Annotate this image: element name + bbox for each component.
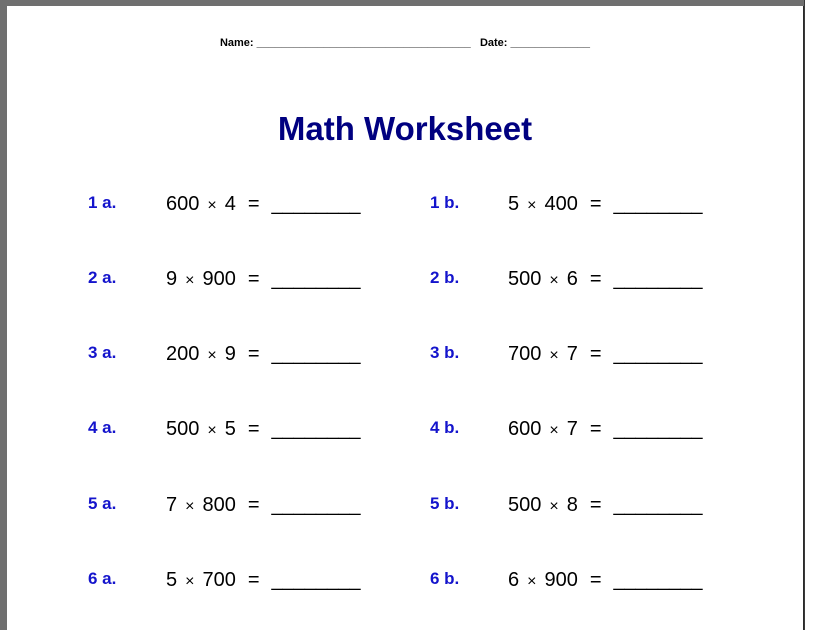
problem-label: 6 a. [88, 569, 117, 588]
answer-blank: ________ [613, 268, 703, 290]
date-label: Date: [479, 37, 508, 49]
operand-b: 7 [566, 418, 578, 440]
times-sign: × [185, 498, 195, 515]
operand-a: 7 [166, 494, 178, 516]
problem-label: 1 a. [88, 193, 117, 212]
operand-b: 6 [566, 268, 578, 290]
problem-label: 5 b. [430, 494, 460, 513]
problem-expression [166, 343, 361, 366]
operand-b: 900 [544, 569, 578, 591]
worksheet-page [7, 6, 803, 630]
answer-blank: ________ [271, 569, 361, 591]
times-sign: × [549, 422, 559, 439]
answer-blank: ________ [613, 494, 703, 516]
name-blank: ___________________________________ [256, 37, 471, 49]
problem-label: 2 a. [88, 268, 117, 287]
problem-expression [508, 569, 703, 592]
operand-a: 6 [508, 569, 520, 591]
operand-a: 5 [508, 193, 520, 215]
times-sign: × [549, 498, 559, 515]
operand-a: 9 [166, 268, 178, 290]
operand-b: 800 [202, 494, 236, 516]
problem-label: 4 a. [88, 418, 117, 437]
times-sign: × [207, 197, 217, 214]
answer-blank: ________ [613, 418, 703, 440]
times-sign: × [185, 272, 195, 289]
times-sign: × [185, 573, 195, 590]
right-window-edge [804, 0, 813, 630]
times-sign: × [549, 347, 559, 364]
name-label: Name: [219, 37, 254, 49]
operand-a: 700 [508, 343, 542, 365]
operand-b: 700 [202, 569, 236, 591]
answer-blank: ________ [271, 268, 361, 290]
problem-label: 5 a. [88, 494, 117, 513]
operand-a: 200 [166, 343, 200, 365]
operand-b: 7 [566, 343, 578, 365]
problem-label: 1 b. [430, 193, 460, 212]
problem-expression [508, 418, 703, 441]
equals-sign: = [247, 343, 260, 365]
operand-a: 500 [166, 418, 200, 440]
operand-a: 600 [166, 193, 200, 215]
problem-expression [166, 268, 361, 291]
equals-sign: = [589, 193, 602, 215]
page-title: Math Worksheet [277, 110, 533, 147]
operand-b: 9 [224, 343, 236, 365]
operand-a: 5 [166, 569, 178, 591]
answer-blank: ________ [613, 343, 703, 365]
operand-a: 500 [508, 494, 542, 516]
times-sign: × [549, 272, 559, 289]
equals-sign: = [589, 268, 602, 290]
problem-label: 4 b. [430, 418, 460, 437]
equals-sign: = [589, 569, 602, 591]
problem-label: 3 a. [88, 343, 117, 362]
times-sign: × [207, 347, 217, 364]
equals-sign: = [247, 494, 260, 516]
problem-expression [166, 193, 361, 216]
operand-b: 8 [566, 494, 578, 516]
problem-expression [166, 494, 361, 517]
equals-sign: = [589, 494, 602, 516]
equals-sign: = [589, 418, 602, 440]
equals-sign: = [247, 569, 260, 591]
operand-b: 400 [544, 193, 578, 215]
operand-b: 900 [202, 268, 236, 290]
operand-b: 4 [224, 193, 236, 215]
problem-expression [166, 569, 361, 592]
problem-label: 6 b. [430, 569, 460, 588]
operand-a: 600 [508, 418, 542, 440]
problem-expression [508, 193, 703, 216]
answer-blank: ________ [613, 569, 703, 591]
problem-label: 2 b. [430, 268, 460, 287]
problem-label: 3 b. [430, 343, 460, 362]
operand-a: 500 [508, 268, 542, 290]
date-blank: _____________ [510, 37, 591, 49]
times-sign: × [527, 197, 537, 214]
answer-blank: ________ [271, 193, 361, 215]
problem-expression [508, 268, 703, 291]
problem-expression [508, 343, 703, 366]
operand-b: 5 [224, 418, 236, 440]
name-date-line [7, 37, 803, 49]
problem-expression [508, 494, 703, 517]
answer-blank: ________ [271, 418, 361, 440]
problem-expression [166, 418, 361, 441]
answer-blank: ________ [613, 193, 703, 215]
equals-sign: = [247, 268, 260, 290]
equals-sign: = [589, 343, 602, 365]
answer-blank: ________ [271, 343, 361, 365]
equals-sign: = [247, 193, 260, 215]
equals-sign: = [247, 418, 260, 440]
times-sign: × [527, 573, 537, 590]
answer-blank: ________ [271, 494, 361, 516]
times-sign: × [207, 422, 217, 439]
